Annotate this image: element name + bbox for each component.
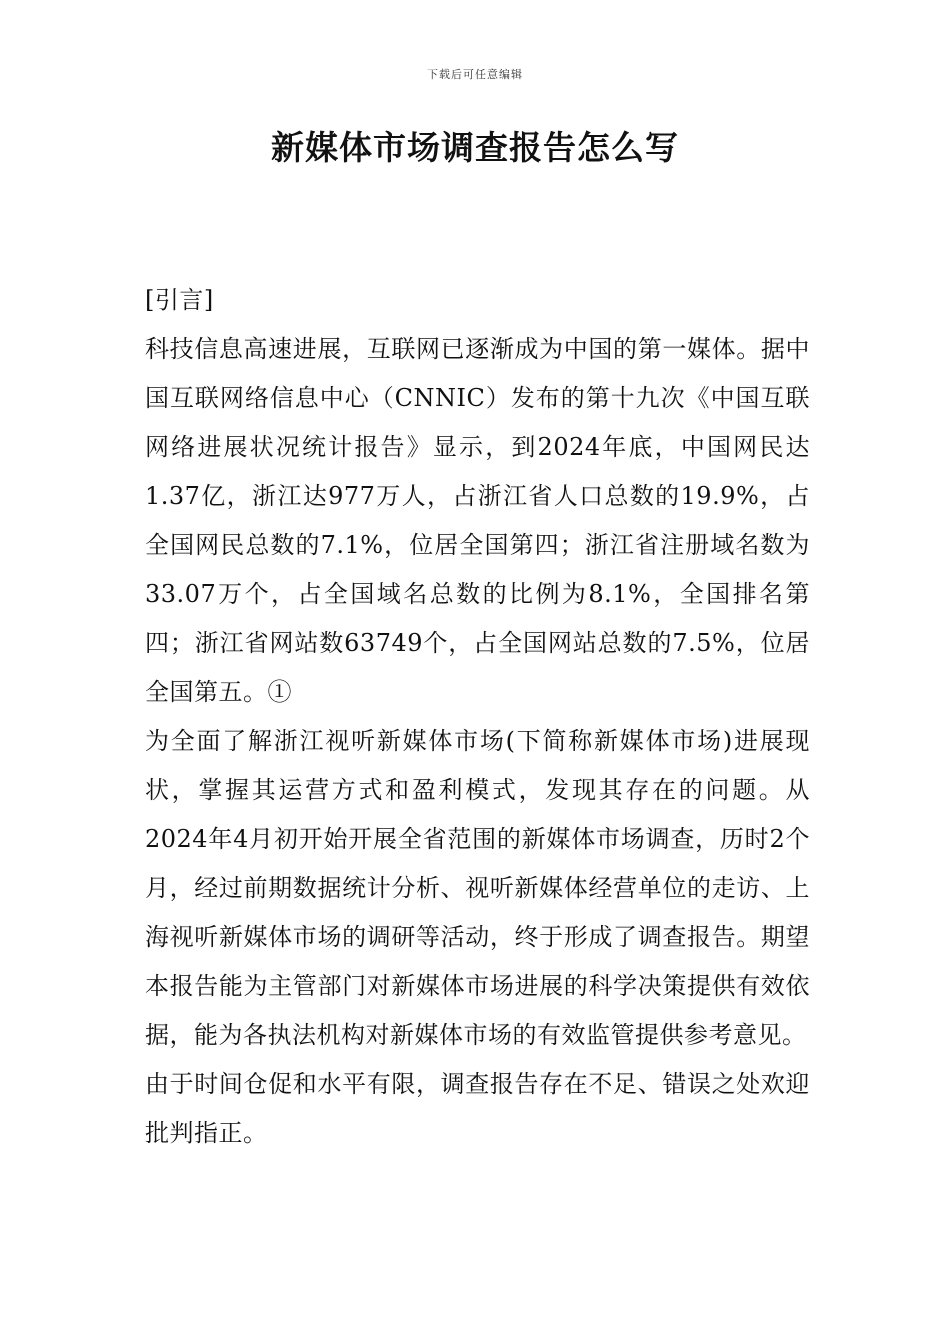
document-title: 新媒体市场调查报告怎么写: [271, 128, 679, 167]
intro-heading: [引言]: [145, 286, 214, 314]
paragraph-disclaimer: 由于时间仓促和水平有限，调查报告存在不足、错误之处欢迎批判指正。: [145, 1070, 810, 1147]
paragraph-purpose: 为全面了解浙江视听新媒体市场(下简称新媒体市场)进展现状，掌握其运营方式和盈利模式，发现其存在的问题。从2024年4月初开始开展全省范围的新媒体市场调查，历时2个月，经过前期数据统计分析、视听新媒体经营单位的走访、上海视听新媒体市场的调研等活动，终于形成了调查报告。期望本报告能为主管部门对新媒体市场进展的科学决策提供有效依据，能为各执法机构对新媒体市场的有效监管提供参考意见。: [145, 727, 810, 1049]
header-note: 下载后可任意编辑: [427, 68, 523, 81]
paragraph-statistics: 科技信息高速进展，互联网已逐渐成为中国的第一媒体。据中国互联网络信息中心（CNNIC）发布的第十九次《中国互联网络进展状况统计报告》显示，到2024年底，中国网民达1.37亿，浙江达977万人，占浙江省人口总数的19.9%，占全国网民总数的7.1%，位居全国第四；浙江省注册域名数为33.07万个，占全国域名总数的比例为8.1%，全国排名第四；浙江省网站数63749个，占全国网站总数的7.5%，位居全国第五。①: [145, 335, 810, 706]
document-body: [145, 276, 810, 1158]
